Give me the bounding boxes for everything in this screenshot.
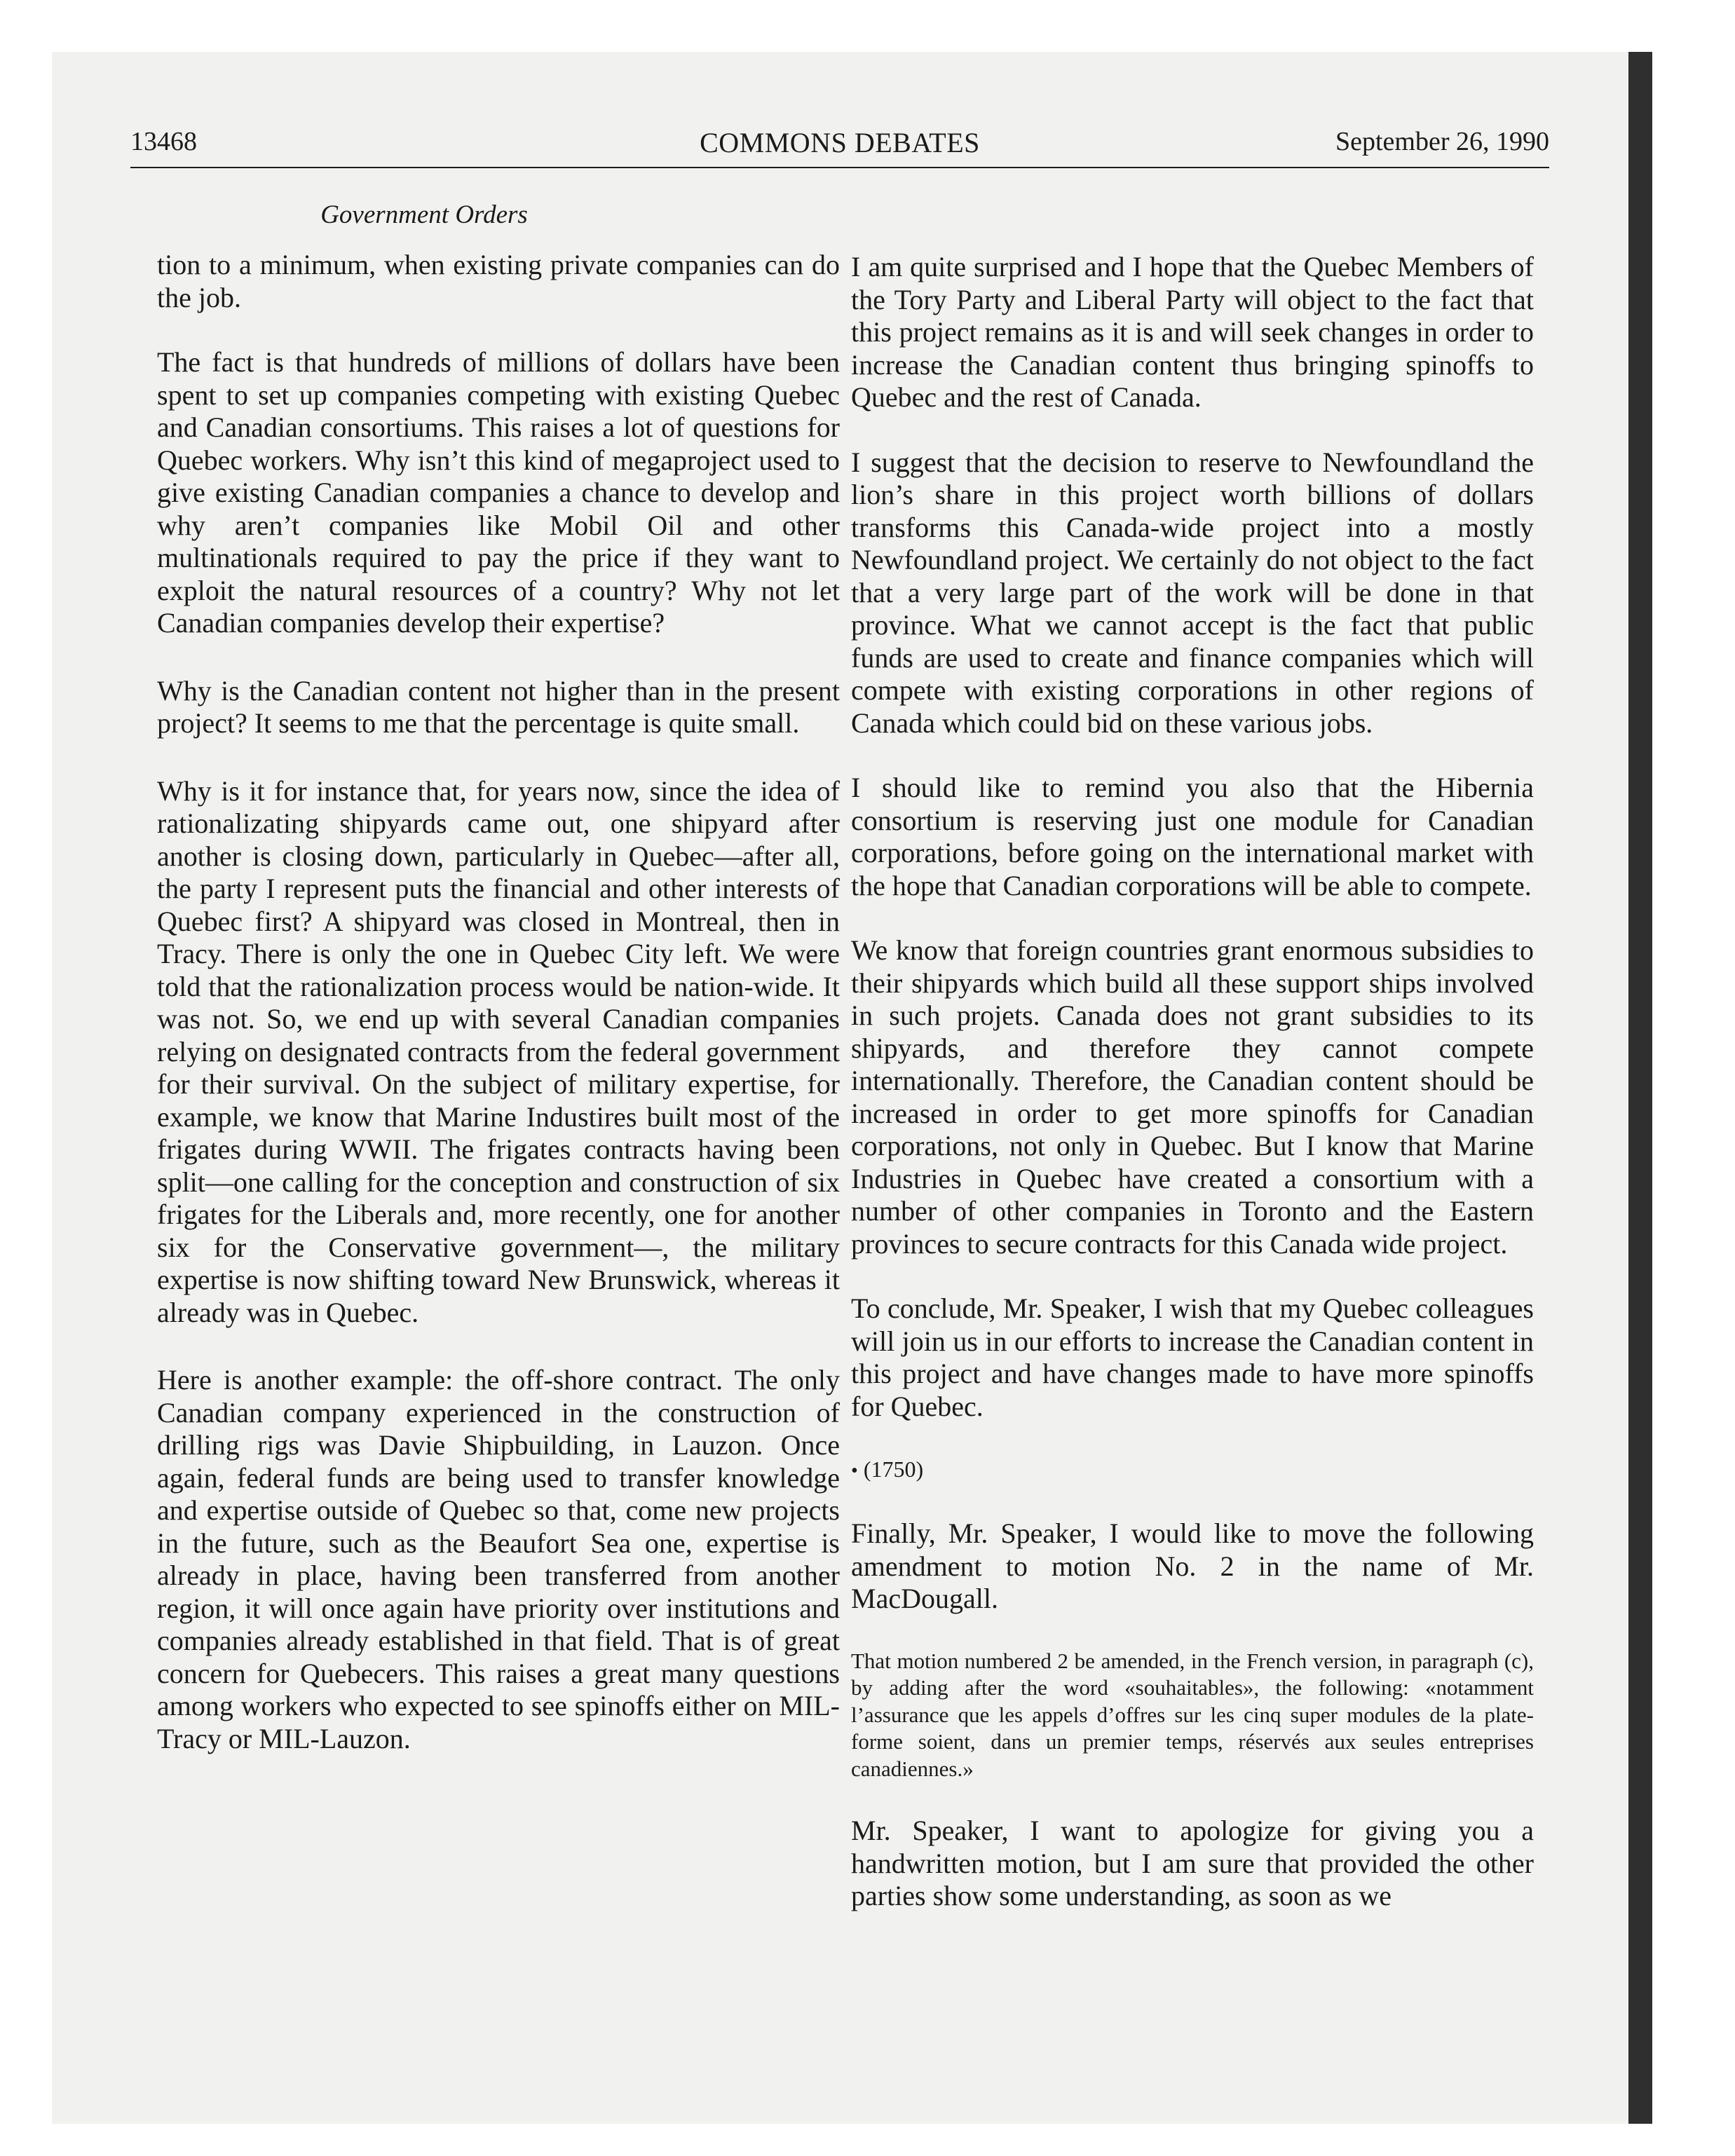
left-column xyxy=(157,249,840,1787)
paragraph: We know that foreign countries grant enormous subsidies to their shipyards which build all these support ships involved in such projets. Canada does not grant subsidies to its shipyards, and therefore they cannot compete internationally. Therefore, the Canadian content should be increased in order to get more spinoffs for Canadian corporations, not only in Quebec. But I know that Marine Industries in Quebec have created a consortium with a number of other companies in Toronto and the Eastern provinces to secure contracts for this Canada wide project. xyxy=(851,934,1534,1260)
header-date: September 26, 1990 xyxy=(1335,127,1549,156)
paragraph: I should like to remind you also that the Hibernia consortium is reserving just one module for Canadian corporations, before going on the international market with the hope that Canadian corporations will be able to compete. xyxy=(851,772,1534,901)
publication-title: COMMONS DEBATES xyxy=(700,127,980,158)
book-spine-shadow xyxy=(1628,52,1652,2124)
page-header xyxy=(130,126,1549,163)
page-number: 13468 xyxy=(130,127,197,156)
amendment-quote: That motion numbered 2 be amended, in the French version, in paragraph (c), by adding after the word «souhaitables», the following: «notamment l’assurance que les appels d’offres sur les cinq super modules de la plate-forme soient, dans un premier temps, réservés aux seules entreprises canadiennes.» xyxy=(851,1648,1534,1781)
time-marker xyxy=(851,1455,1534,1485)
paragraph: To conclude, Mr. Speaker, I wish that my Quebec colleagues will join us in our efforts to increase the Canadian content in this project and have changes made to have more spinoffs for Quebec. xyxy=(851,1292,1534,1422)
bullet-icon: • xyxy=(851,1460,858,1482)
time-marker-label: (1750) xyxy=(863,1456,924,1482)
paragraph: Finally, Mr. Speaker, I would like to move the following amendment to motion No. 2 in the name of Mr. MacDougall. xyxy=(851,1517,1534,1614)
paragraph: tion to a minimum, when existing private companies can do the job. xyxy=(157,249,840,313)
paragraph: Here is another example: the off-shore contract. The only Canadian company experienced in the construction of drilling rigs was Davie Shipbuilding, in Lauzon. Once again, federal funds are being used to transfer knowledge and expertise outside of Quebec so that, come new projects in the future, such as the Beaufort Sea one, expertise is already in place, having been transferred from another region, it will once again have priority over institutions and companies already established in that field. That is of great concern for Quebecers. This raises a great many questions among workers who expected to see spinoffs either on MIL-Tracy or MIL-Lauzon. xyxy=(157,1364,840,1754)
paragraph: I am quite surprised and I hope that the Quebec Members of the Tory Party and Liberal Party will object to the fact that this project remains as it is and will seek changes in order to increase the Canadian content thus bringing spinoffs to Quebec and the rest of Canada. xyxy=(851,251,1534,413)
paragraph: Mr. Speaker, I want to apologize for giving you a handwritten motion, but I am sure that provided the other parties show some understanding, as soon as we xyxy=(851,1815,1534,1911)
header-rule xyxy=(130,167,1549,168)
paragraph: The fact is that hundreds of millions of dollars have been spent to set up companies competing with existing Quebec and Canadian consortiums. This raises a lot of questions for Quebec workers. Why isn’t this kind of megaproject used to give existing Canadian companies a chance to develop and why aren’t companies like Mobil Oil and other multinationals required to pay the price if they want to exploit the natural resources of a country? Why not let Canadian companies develop their expertise? xyxy=(157,346,840,639)
paragraph: Why is it for instance that, for years now, since the idea of rationalizating shipyards came out, one shipyard after another is closing down, particularly in Quebec—after all, the party I represent puts the financial and other interests of Quebec first? A shipyard was closed in Montreal, then in Tracy. There is only the one in Quebec City left. We were told that the rationalization process would be nation-wide. It was not. So, we end up with several Canadian companies relying on designated contracts from the federal government for their survival. On the subject of military expertise, for example, we know that Marine Industires built most of the frigates during WWII. The frigates contracts having been split—one calling for the conception and construction of six frigates for the Liberals and, more recently, one for another six for the Conservative government—, the military expertise is now shifting toward New Brunswick, whereas it already was in Quebec. xyxy=(157,775,840,1328)
right-column xyxy=(851,251,1534,1945)
section-title: Government Orders xyxy=(320,200,528,229)
paragraph: Why is the Canadian content not higher than in the present project? It seems to me that the percentage is quite small. xyxy=(157,674,840,739)
paragraph: I suggest that the decision to reserve to Newfoundland the lion’s share in this project worth billions of dollars transforms this Canada-wide project into a mostly Newfoundland project. We certainly do not object to the fact that a very large part of the work will be done in that province. What we cannot accept is the fact that public funds are used to create and finance companies which will compete with existing corporations in other regions of Canada which could bid on these various jobs. xyxy=(851,446,1534,739)
